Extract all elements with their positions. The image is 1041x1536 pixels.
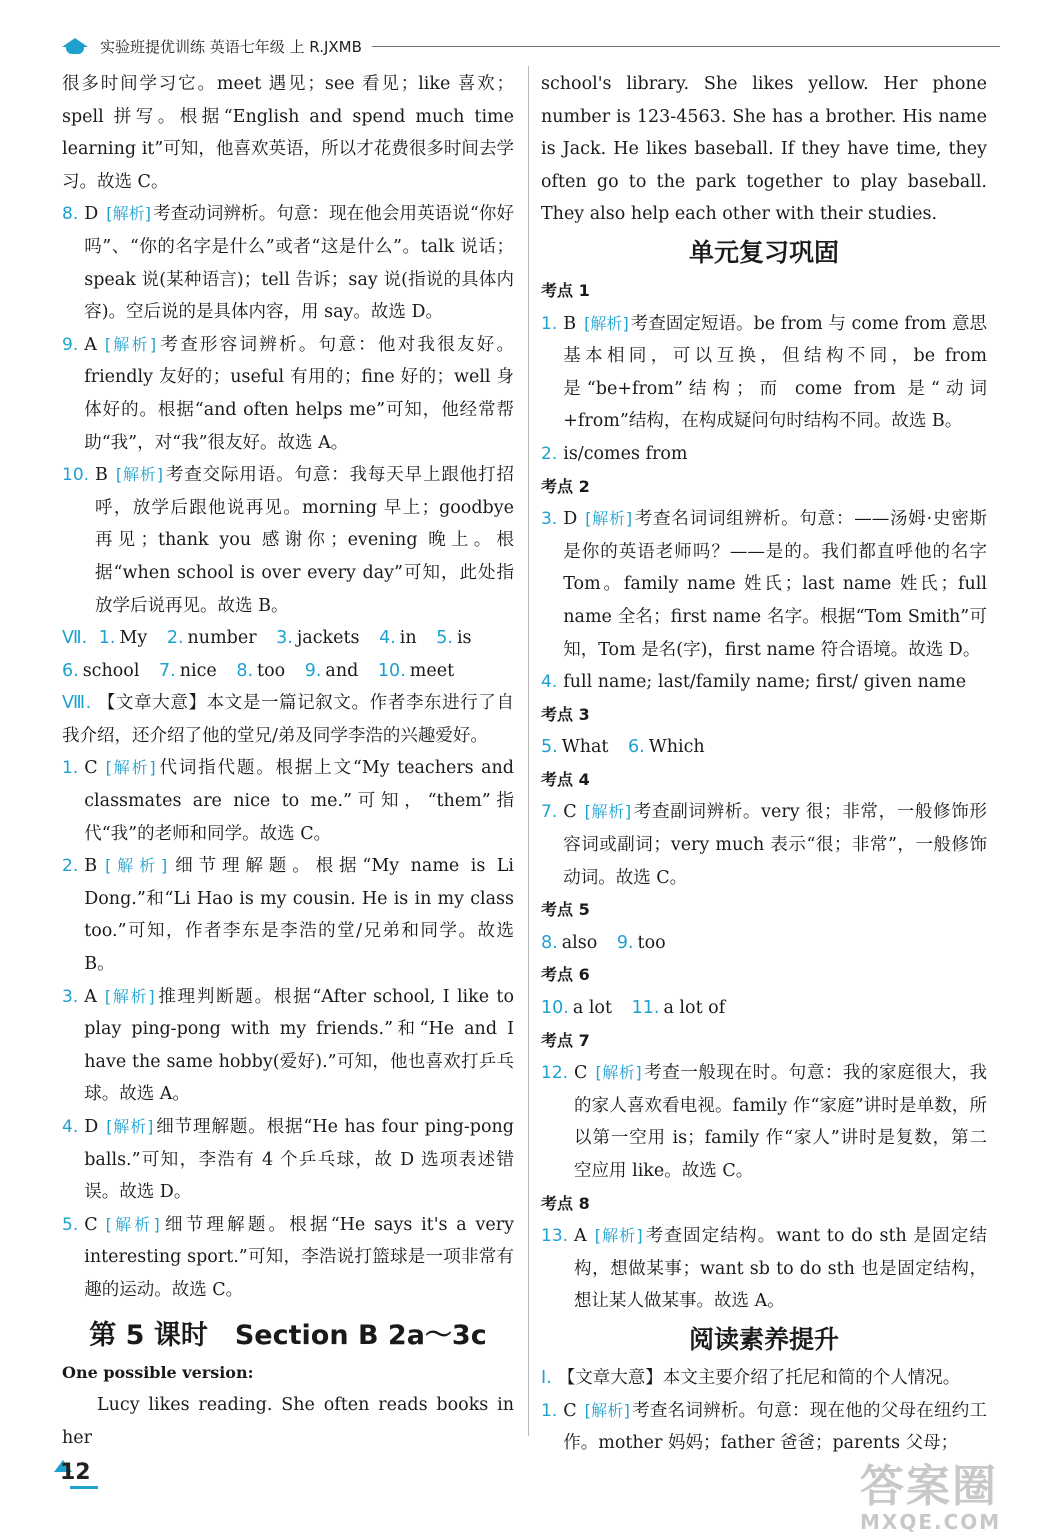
item-number: 6. (62, 660, 79, 681)
continued-explanation: 很多时间学习它。meet 遇见；see 看见；like 喜欢；spell 拼写。根据“English and spend much time learning it”可知，他喜欢英语，所以才花费很多时间去学习。故选 C。 (62, 74, 514, 192)
answer-letter: C (84, 758, 98, 779)
key-point-label: 考点 1 (541, 280, 590, 300)
answer-item (541, 503, 987, 666)
answer-word: a lot of (663, 998, 726, 1019)
item-number: 5. (541, 737, 558, 758)
item-number: 8. (541, 932, 558, 953)
answer-letter: C (563, 1400, 577, 1421)
analysis-text: 考查交际用语。句意：我每天早上跟他打招呼，放学后跟他说再见。morning 早上；goodbye 再见；thank you 感谢你；evening 晚上。根据“when school is over every day”可知，此处指放学后说再见。故选 B。 (95, 465, 514, 616)
right-column (541, 68, 987, 1460)
answer-word: in (399, 628, 417, 649)
answer-word: a lot (572, 998, 613, 1019)
item-number: 1. (541, 1400, 558, 1421)
item-number: 8. (236, 660, 254, 681)
key-point-label: 考点 5 (541, 900, 590, 920)
analysis-text: 考查固定短语。be from 与 come from 意思基本相同，可以互换，但结构不同，be from 是“be+from”结构；而 come from 是“动词+from”结构，在构成疑问句时结构不同。故选 B。 (563, 313, 987, 432)
item-number: 11. (631, 998, 660, 1019)
answer-letter: A (84, 986, 97, 1007)
answer-item (62, 329, 514, 459)
key-point-label: 考点 7 (541, 1030, 590, 1050)
section-numeral: Ⅰ. (541, 1367, 552, 1388)
item-number: 5. (436, 628, 453, 649)
analysis-tag: [解析] (584, 1400, 630, 1420)
model-essay-start: Lucy likes reading. She often reads books in her (62, 1395, 514, 1448)
column-divider (528, 66, 529, 1436)
answer-item (541, 796, 987, 894)
item-number: 10. (377, 660, 406, 681)
answer-row (541, 927, 987, 960)
answer-word: meet (409, 660, 455, 681)
item-number: 12. (541, 1063, 569, 1084)
analysis-tag: [解析] (584, 802, 632, 822)
analysis-tag: [解析] (585, 509, 633, 529)
item-number: 2. (62, 856, 79, 877)
item-number: 7. (159, 660, 176, 681)
analysis-tag: [解析] (595, 1063, 642, 1083)
analysis-text: 考查一般现在时。句意：我的家庭很大，我的家人喜欢看电视。family 作“家庭”讲时是单数，所以第一空用 is；family 作“家人”讲时是复数，第二空应用 like。故选 C。 (574, 1063, 987, 1181)
answer-letter: A (574, 1226, 587, 1247)
item-number: 2. (541, 443, 558, 464)
key-point-label: 考点 3 (541, 704, 590, 724)
item-number: 8. (62, 204, 79, 225)
analysis-tag: [解析] (105, 1214, 160, 1234)
watermark-sub: MXQE.COM (860, 1510, 1002, 1534)
item-number: 7. (541, 802, 558, 823)
item-number: 9. (616, 932, 634, 953)
analysis-text: 考查动词辨析。句意：现在他会用英语说“你好吗”、“你的名字是什么”或者“这是什么”。talk 说话；speak 说(某种语言)；tell 告诉；say 说(指说的具体内容)。空后说的是具体内容，用 say。故选 D。 (84, 204, 514, 323)
answer-word: jackets (296, 628, 360, 649)
answer-word: also (561, 932, 598, 953)
section-7-row-1 (62, 622, 514, 655)
answer-row (541, 731, 987, 764)
key-point-label: 考点 6 (541, 965, 590, 985)
answer-letter: D (84, 1117, 99, 1137)
page-number-value: 12 (60, 1460, 91, 1485)
analysis-tag: [解析] (584, 313, 629, 333)
answer-word: and (325, 660, 359, 681)
answer-item (541, 1220, 987, 1318)
watermark (860, 1450, 1020, 1534)
answer-word: What (561, 737, 609, 758)
analysis-text: 细节理解题。根据“My name is Li Dong.”和“Li Hao is my cousin. He is in my class too.”可知，作者李东是李浩的堂/兄弟和同学。故选 B。 (84, 856, 514, 975)
section-7-row-2 (62, 655, 514, 688)
item-number: 1. (62, 758, 79, 779)
answer-item (541, 438, 987, 471)
analysis-text: 细节理解题。根据“He has four ping-pong balls.”可知，李浩有 4 个乒乓球，故 D 选项表述错误。故选 D。 (84, 1117, 514, 1203)
answer-word: Which (648, 737, 705, 758)
passage-summary: 【文章大意】本文是一篇记叙文。作者李东进行了自我介绍，还介绍了他的堂兄/弟及同学李浩的兴趣爱好。 (62, 693, 515, 746)
answer-item (62, 459, 514, 622)
item-number: 4. (62, 1117, 79, 1137)
answer-item (62, 198, 514, 328)
answer-item (62, 1209, 514, 1307)
item-number: 13. (541, 1226, 569, 1247)
item-number: 2. (166, 628, 184, 649)
section-numeral: Ⅷ. (62, 693, 92, 714)
answer-letter: C (574, 1063, 588, 1084)
section-8-intro (62, 687, 514, 752)
analysis-text: 考查名词词组辨析。句意：——汤姆·史密斯是你的英语老师吗？——是的。我们都直呼他的名字 Tom。family name 姓氏；last name 姓氏；full name 全名；first name 名字。根据“Tom Smith”可知，Tom 是名(字)，first name 符合语境。故选 D。 (563, 509, 987, 660)
answer-letter: D (84, 204, 99, 225)
analysis-text: 考查副词辨析。very 很；非常，一般修饰形容词或副词；very much 表示“很；非常”，一般修饰动词。故选 C。 (563, 802, 987, 888)
item-number: 6. (628, 737, 645, 758)
item-number: 3. (541, 509, 558, 530)
answer-letter: C (563, 802, 577, 823)
analysis-text: 推理判断题。根据“After school, I like to play ping-pong with my friends.”和“He and I have the same hobby(爱好).”可知，他也喜欢打乒乓球。故选 A。 (84, 986, 514, 1105)
answer-letter: C (84, 1214, 98, 1235)
analysis-text: 考查固定结构。want to do sth 是固定结构，想做某事；want sb to do sth 也是固定结构，想让某人做某事。故选 A。 (574, 1226, 987, 1312)
reading-intro (541, 1362, 987, 1395)
answer-letter: B (563, 313, 577, 334)
answer-letter: B (95, 465, 108, 486)
answer-item (541, 666, 987, 699)
analysis-tag: [解析] (106, 204, 152, 224)
reading-section-title: 阅读素养提升 (688, 1324, 839, 1354)
section-numeral: Ⅶ. (62, 628, 88, 649)
page-number (54, 1460, 96, 1488)
answer-word: number (187, 628, 257, 649)
answer-letter: B (84, 856, 98, 877)
answer-word: school (82, 660, 140, 681)
model-essay-continued: school's library. She likes yellow. Her phone number is 123-4563. She has a brother. His name is Jack. He likes baseball. If they have time, they often go to the park together to play baseball. They also help each other with their studies. (541, 74, 987, 225)
key-point-label: 考点 8 (541, 1193, 590, 1213)
analysis-tag: [解析] (104, 986, 155, 1006)
key-point-label: 考点 4 (541, 769, 590, 789)
answer-item (62, 1111, 514, 1209)
graduation-cap-icon (60, 36, 90, 56)
answer-word: is (456, 628, 472, 649)
key-point-label: 考点 2 (541, 476, 590, 496)
analysis-text: 考查名词辨析。句意：现在他的父母在纽约工作。mother 妈妈；father 爸爸；parents 父母； (563, 1400, 987, 1454)
page-header (60, 34, 1000, 58)
analysis-tag: [解析] (104, 334, 157, 354)
answer-item (541, 1057, 987, 1187)
answer-text: full name; last/family name; first/ given name (563, 672, 967, 693)
item-number: 4. (379, 628, 396, 649)
watermark-main: 答案圈 (860, 1461, 998, 1512)
item-number: 10. (541, 998, 569, 1019)
answer-item (62, 850, 514, 980)
answer-letter: A (84, 334, 97, 355)
answer-word: too (257, 660, 286, 681)
answer-word: nice (179, 660, 217, 681)
item-number: 9. (62, 334, 79, 355)
answer-item (541, 308, 987, 438)
analysis-text: 细节理解题。根据“He says it's a very interesting sport.”可知，李浩说打篮球是一项非常有趣的运动。故选 C。 (84, 1214, 514, 1300)
answer-row (541, 992, 987, 1025)
analysis-tag: [解析] (105, 856, 168, 876)
item-number: 3. (62, 986, 79, 1007)
analysis-tag: [解析] (115, 465, 164, 485)
item-number: 1. (98, 628, 116, 649)
left-column (62, 68, 514, 1454)
answer-text: is/comes from (563, 443, 688, 464)
item-number: 3. (276, 628, 293, 649)
item-number: 10. (62, 465, 90, 486)
passage-summary: 【文章大意】本文主要介绍了托尼和简的个人情况。 (557, 1367, 961, 1388)
answer-word: My (119, 628, 148, 649)
answer-item (62, 981, 514, 1111)
item-number: 5. (62, 1214, 79, 1235)
answer-item (62, 752, 514, 850)
analysis-text: 考查形容词辨析。句意：他对我很友好。friendly 友好的；useful 有用的；fine 好的；well 身体好的。根据“and often helps me”可知，他经常帮助“我”，对“我”很友好。故选 A。 (84, 334, 514, 453)
analysis-text: 代词指代题。根据上文“My teachers and classmates are nice to me.”可知，“them”指代“我”的老师和同学。故选 C。 (84, 758, 514, 844)
lesson-title: 第 5 课时 Section B 2a～3c (89, 1319, 487, 1351)
item-number: 4. (541, 672, 558, 693)
review-section-title: 单元复习巩固 (688, 237, 839, 267)
header-rule (372, 46, 1000, 47)
analysis-tag: [解析] (105, 758, 156, 778)
analysis-tag: [解析] (106, 1117, 154, 1136)
answer-letter: D (563, 509, 578, 530)
item-number: 1. (541, 313, 558, 334)
answer-word: too (637, 932, 666, 953)
item-number: 9. (304, 660, 322, 681)
version-label: One possible version: (62, 1362, 254, 1382)
header-title: 实验班提优训练 英语七年级 上 R.JXMB (100, 37, 362, 56)
analysis-tag: [解析] (594, 1226, 643, 1246)
